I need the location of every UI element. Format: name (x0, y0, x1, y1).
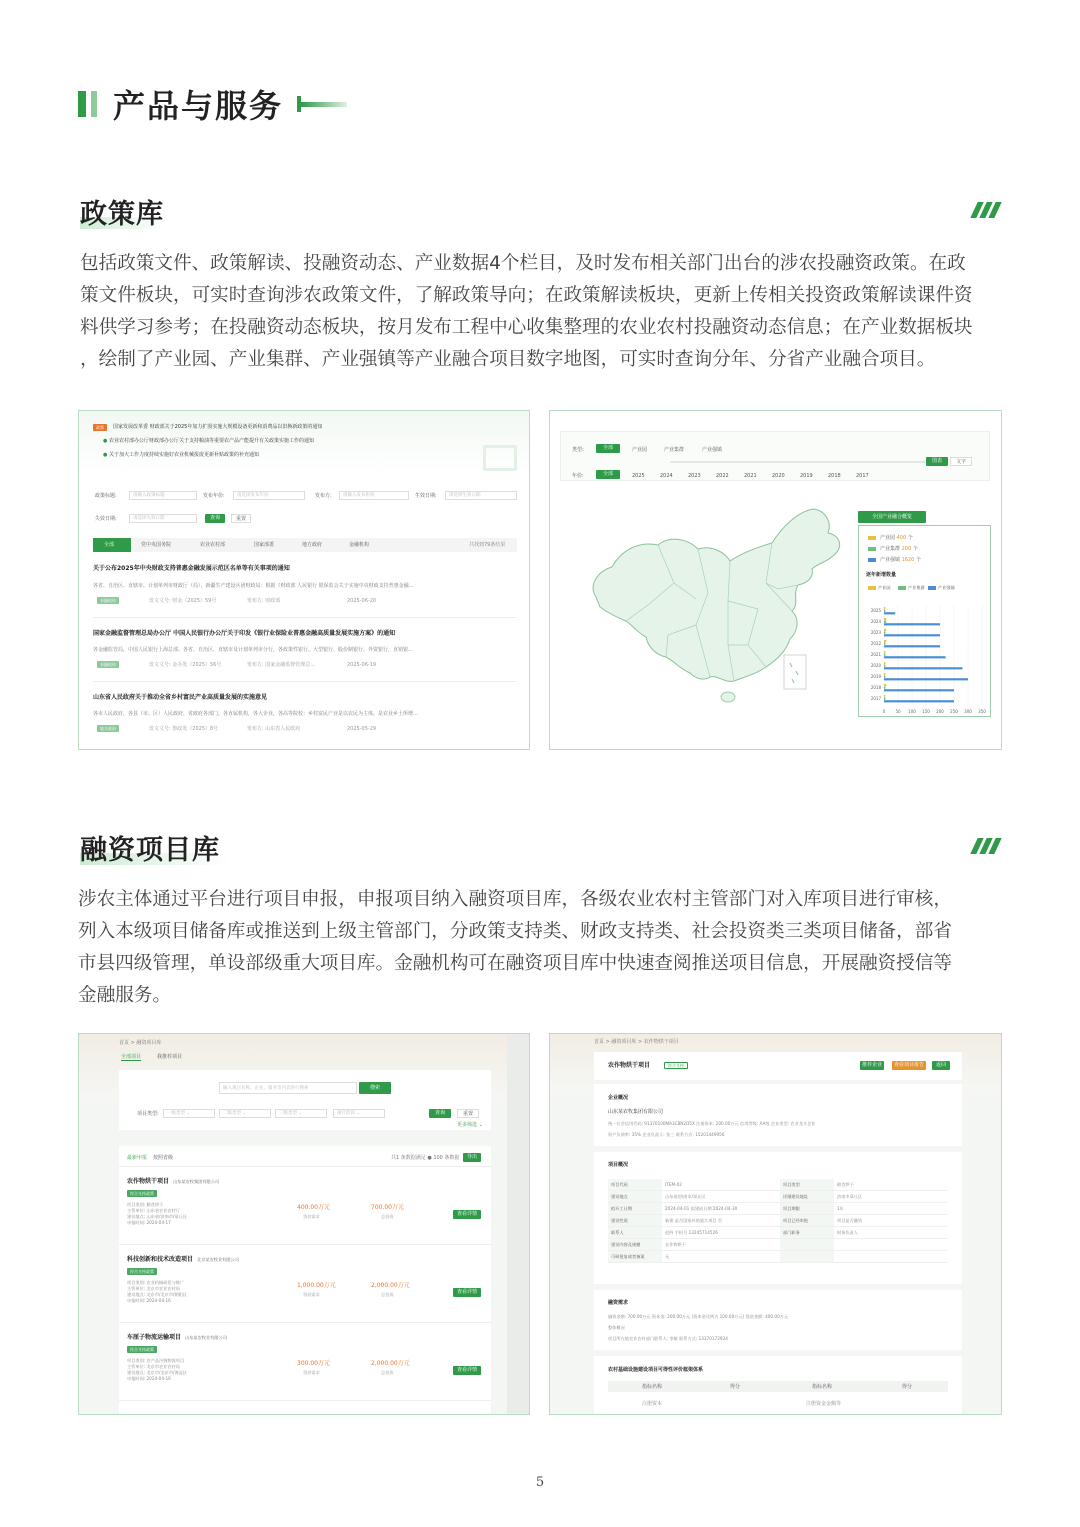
policy-item-tag: 地方政府 (97, 725, 119, 732)
overview-cell (780, 1239, 834, 1250)
bar-产业强镇 (884, 656, 946, 658)
year-option[interactable]: 2023 (688, 473, 701, 479)
select-level1[interactable]: 一级类型 ⌄ (163, 1109, 215, 1118)
type-option[interactable]: 产业园 (632, 447, 648, 453)
type-option[interactable]: 产业强镇 (702, 447, 723, 453)
bar-产业集群 (884, 654, 885, 656)
overview-head: 项目概况 (608, 1162, 629, 1168)
overview-cell: 2024-04-01 拟建成日期 2024-04-30 (662, 1203, 780, 1214)
finance-info: 整体概况 (608, 1325, 625, 1330)
overview-cell: 部门职务 (780, 1227, 834, 1238)
industry-map-screenshot (549, 410, 1002, 750)
x-tick-label: 100 (908, 709, 916, 714)
year-option[interactable]: 2024 (660, 473, 673, 479)
section-policy-title: 政策库 (80, 199, 164, 230)
chart-view-toggle[interactable]: 图表 (926, 457, 948, 466)
total-amount: 700.00万元 (371, 1204, 404, 1211)
filter-label: 发布方: (315, 493, 332, 499)
y-tick-label: 2022 (870, 641, 881, 646)
eval-head: 农村基础设施建设项目可得性评价框架体系 (608, 1367, 704, 1373)
reset-button[interactable]: 重置 (231, 514, 251, 523)
project-name[interactable]: 农作物烘干项目 (127, 1178, 170, 1185)
select-level3[interactable]: 三级类型 ⌄ (275, 1109, 327, 1118)
slash-decoration-icon (974, 202, 998, 218)
project-tag: 符合支持 (664, 1062, 688, 1069)
x-tick-label: 250 (950, 709, 958, 714)
company-info: 资产负债率: 35% 企业负责人: 张三 联系方式: 15201449956 (608, 1132, 725, 1137)
policy-item-date: 2025-05-29 (347, 726, 377, 732)
header-arrow-icon (297, 96, 347, 112)
policy-list-screenshot (78, 410, 530, 750)
project-title: 农作物烘干项目 (608, 1062, 651, 1069)
page-title: 产品与服务 (113, 87, 284, 125)
overview-row (608, 1227, 948, 1239)
project-attr: 申报时间: 2024-04-16 (127, 1298, 171, 1303)
finance-info: 项目所在地农业农村部门联系人: 李敏 联系方式: 13370172934 (608, 1336, 728, 1341)
project-name[interactable]: 车厘子物流运输项目 (127, 1334, 182, 1341)
view-detail-button[interactable]: 查看详情 (453, 1288, 481, 1297)
project-search-input[interactable]: 输入项目名称、企业、服务等内容进行搜索 (219, 1082, 357, 1094)
series-legend-label: 产业集群 (908, 585, 925, 590)
legend-count (880, 546, 918, 552)
section-policy-header (80, 192, 1000, 232)
top-news-item[interactable]: ● 农业农村部办公厅财政部办公厅关于支持粮油等重要农产品产能提升有关政策实施工作的通知 (103, 438, 314, 444)
legend-swatch-icon (868, 547, 876, 551)
bar-产业园 (884, 618, 886, 620)
query-button[interactable]: 查询 (429, 1109, 451, 1118)
y-tick-label: 2021 (870, 652, 881, 657)
y-tick-label: 2018 (870, 685, 881, 690)
overview-cell: 财务负责人 (834, 1227, 948, 1238)
bar-产业园 (884, 695, 885, 697)
project-company: 山东某农牧业有限公司 (185, 1335, 227, 1340)
policy-item-docno: 发文文号: 金办发（2025）56号 (149, 662, 222, 668)
eval-col: 指标名称 (812, 1384, 833, 1390)
year-option[interactable]: 2017 (856, 473, 869, 479)
loan-amount: 400.00万元 (297, 1204, 330, 1211)
filter-label: 发布年份: (203, 493, 225, 499)
project-company: 山东某农牧集团有限公司 (173, 1179, 220, 1184)
policy-item-date: 2025-06-20 (347, 598, 377, 604)
legend-unit: 个 (906, 535, 913, 541)
y-tick-label: 2019 (870, 674, 881, 679)
bar-产业集群 (884, 632, 885, 634)
export-button[interactable]: 导出 (463, 1153, 481, 1162)
tab-all[interactable]: 全部 (104, 542, 115, 548)
project-company: 北京某农牧业有限公司 (197, 1257, 239, 1262)
overview-cell: 联系人 (608, 1227, 662, 1238)
list-summary: 共1 条数据满足 ● 100 条数据 (391, 1155, 460, 1161)
legend-unit: 个 (911, 546, 918, 552)
overview-cell: 无 (662, 1251, 780, 1262)
query-button[interactable]: 查询 (205, 514, 225, 523)
eval-col: 得分 (730, 1384, 741, 1390)
legend-count (880, 535, 913, 541)
year-option[interactable]: 2020 (772, 473, 785, 479)
report-button[interactable]: 查看项目报告 (893, 1062, 924, 1068)
overview-cell: 项目期限 (780, 1203, 834, 1214)
tab-local[interactable]: 地方政府 (302, 542, 323, 548)
publisher-input[interactable]: 请输入发布机构 (339, 491, 409, 500)
bar-产业园 (884, 640, 886, 642)
finance-head: 融资需求 (608, 1300, 629, 1306)
bar-产业园 (884, 673, 885, 675)
type-label: 类型: (572, 447, 584, 453)
overview-cell: 项目代码 (608, 1179, 662, 1190)
legend-unit: 个 (914, 557, 921, 563)
project-attr: 项目类别: 农业机械研发与推广 (127, 1280, 185, 1285)
tab-ministries[interactable]: 国家部委 (254, 542, 275, 548)
series-swatch-icon (898, 586, 906, 590)
filter-label: 失效日期: (95, 516, 117, 522)
overview-cell: 建设地点 (608, 1191, 662, 1202)
overview-cell: 项目是否融资 (834, 1215, 948, 1226)
header-bar-light-icon (91, 91, 97, 117)
reset-button[interactable]: 重置 (457, 1109, 479, 1118)
select-stage[interactable]: 项目阶段 ⌄ (333, 1109, 385, 1118)
eval-col: 指标名称 (642, 1384, 663, 1390)
policy-title-input[interactable]: 请输入政策标题 (129, 491, 197, 500)
project-attr: 主管单位: 北京市农业农村局 (127, 1286, 180, 1291)
slash-decoration-icon (974, 838, 998, 854)
tab-all-projects[interactable]: 全部项目 (121, 1054, 142, 1060)
bar-产业园 (884, 607, 885, 609)
overview-cell: 山东省/济南市/章丘区 (662, 1191, 780, 1202)
overview-cell: 农作物烘干 (662, 1239, 780, 1250)
page-number: 5 (535, 1475, 545, 1490)
total-label: 总投资 (381, 1214, 394, 1219)
breadcrumb: 首页 > 融资项目库 > 农作物烘干项目 (594, 1039, 679, 1045)
section-project-header (80, 828, 1000, 868)
year-select[interactable]: 请选择发布年份 (233, 491, 305, 500)
finance-info: 融资金额: 700.00万元 资本金: 200.00万元 (资本金比例为 100.00万元) 贷款金额: 400.00万元 (608, 1314, 789, 1319)
bar-产业集群 (884, 676, 885, 678)
x-tick-label: 300 (964, 709, 972, 714)
bar-产业强镇 (884, 689, 954, 691)
overview-cell (780, 1251, 834, 1262)
tab-moa[interactable]: 农业农村部 (200, 542, 226, 548)
total-amount: 2,000.00万元 (371, 1360, 410, 1367)
x-tick-label: 200 (936, 709, 944, 714)
total-label: 总投资 (381, 1370, 394, 1375)
overview-cell: 赵四 手机号 13245714526 (662, 1227, 780, 1238)
text-view-toggle[interactable]: 文字 (950, 457, 972, 466)
y-tick-label: 2023 (870, 630, 881, 635)
section-project-body (78, 884, 1006, 1012)
policy-badge: 政策 (93, 424, 107, 431)
para-line: ，绘制了产业园、产业集群、产业强镇等产业融合项目数字地图，可实时查询分年、分省产业融合项目。 (80, 349, 936, 370)
policy-item-docno: 发文文号: 鲁政发（2025）8号 (149, 726, 219, 732)
view-detail-button[interactable]: 查看详情 (453, 1366, 481, 1375)
y-tick-label: 2020 (870, 663, 881, 668)
policy-item-org: 发布方: 财政部 (247, 598, 281, 604)
loan-amount: 1,000.00万元 (297, 1282, 336, 1289)
project-detail-screenshot (549, 1033, 1002, 1415)
project-attr: 项目类别: 粮食烘干 (127, 1202, 164, 1207)
overview-cell: 建设内容及规模 (608, 1239, 662, 1250)
header-bar-icon (78, 91, 86, 117)
overview-row (608, 1239, 948, 1251)
legend-swatch-icon (868, 536, 876, 540)
total-amount: 2,000.00万元 (371, 1282, 410, 1289)
row-divider (119, 1244, 491, 1245)
bar-产业园 (884, 651, 885, 653)
company-head: 企业概况 (608, 1095, 629, 1101)
bar-产业园 (884, 684, 886, 686)
project-attr: 建设地点: 北京市/北京市/海淀区 (127, 1370, 188, 1375)
project-tag: 符合支持政策 (127, 1268, 157, 1275)
overview-cell: 粮食烘干 (834, 1179, 948, 1190)
project-attr: 建设地点: 山东省/济南市/章丘区 (127, 1214, 188, 1219)
tab-recommended[interactable]: 我推荐项目 (157, 1054, 183, 1060)
bar-产业强镇 (884, 700, 954, 702)
bar-产业集群 (884, 621, 886, 623)
project-attr: 申报时间: 2024-04-16 (127, 1376, 171, 1381)
legend-value: 400 (896, 535, 907, 541)
policy-item-org: 发布方: 山东省人民政府 (247, 726, 301, 732)
para-line: 列入本级项目储备库或推送到上级主管部门，分政策支持类、财政支持类、社会投资类三类项目储备，部省 (78, 921, 952, 942)
overview-cell: 可研批复或者备案 (608, 1251, 662, 1262)
tab-latest[interactable]: 最新申报 (127, 1155, 148, 1161)
tab-finance[interactable]: 金融机构 (349, 542, 370, 548)
x-tick-label: 50 (895, 709, 901, 714)
policy-item-title[interactable]: 国家金融监督管理总局办公厅 中国人民银行办公厅关于印发《银行业保险业普惠金融高质量发展实施方案》的通知 (93, 630, 396, 637)
section-project-title: 融资项目库 (80, 835, 220, 866)
legend-name: 产业强镇 (880, 557, 902, 563)
china-map[interactable] (578, 505, 848, 711)
type-label: 项目类型: (137, 1111, 159, 1117)
legend-name: 产业集群 (880, 546, 902, 552)
bar-产业集群 (884, 665, 885, 667)
overview-row (608, 1251, 948, 1263)
policy-item-docno: 发文文号: 财金（2025）59号 (149, 598, 217, 604)
bar-产业强镇 (884, 612, 895, 614)
policy-item-desc: 各金融监管局，中国人民银行上海总部、各省、自治区、直辖市及计划单列市分行，各政策性银行、大型银行、股份制银行、外资银行，直销银... (93, 647, 413, 653)
filter-label: 政策标题: (95, 493, 117, 499)
project-attr: 建设地点: 北京市/北京市/朝阳区 (127, 1292, 188, 1297)
bar-产业园 (884, 629, 886, 631)
document-illustration-icon (483, 445, 517, 471)
breadcrumb: 首页 > 融资项目库 (119, 1040, 162, 1046)
legend-value: 200 (901, 546, 912, 552)
overview-cell (834, 1251, 948, 1262)
effective-date-input[interactable]: 请选择生效日期 (445, 491, 517, 500)
select-level2[interactable]: 二级类型 ⌄ (219, 1109, 271, 1118)
para-line: 金融服务。 (78, 985, 171, 1006)
overview-row (608, 1203, 948, 1215)
tab-central[interactable]: 党中央国务院 (141, 542, 172, 548)
overview-cell (834, 1239, 948, 1250)
legend-swatch-icon (868, 558, 876, 562)
y-tick-label: 2017 (870, 696, 881, 701)
section-policy-body (80, 248, 1008, 376)
total-label: 总投资 (381, 1292, 394, 1297)
eval-col: 得分 (902, 1384, 913, 1390)
top-news-item[interactable]: ● 关于加大工作力度持续实施好农业机械报废更新补贴政策的补充通知 (103, 452, 259, 458)
overview-row (608, 1179, 948, 1191)
para-line: 涉农主体通过平台进行项目申报，申报项目纳入融资项目库，各级农业农村主管部门对入库项目进行审核， (78, 889, 952, 910)
back-button[interactable]: 返回 (932, 1061, 950, 1070)
policy-item-desc: 各省、自治区、直辖市、计划单列市财政厅（局），新疆生产建设兵团财政局：根据《财政部 人民银行 银保监会关于实施中央财政支持普惠金融... (93, 583, 414, 589)
bar-产业强镇 (884, 645, 940, 647)
loan-label: 贷款需求 (303, 1292, 320, 1297)
eval-cell: 注册资本 (642, 1401, 663, 1407)
overview-cell: 项目类型 (780, 1179, 834, 1190)
year-option-all[interactable]: 全部 (596, 470, 620, 479)
bar-产业集群 (884, 687, 885, 689)
y-tick-label: 2024 (870, 619, 881, 624)
bar-产业集群 (884, 610, 885, 612)
recommend-button[interactable]: 推荐企业 (861, 1062, 882, 1068)
para-line: 包括政策文件、政策解读、投融资动态、产业数据4个栏目，及时发布相关部门出台的涉农投融资政策。在政 (80, 253, 966, 274)
row-divider (119, 1400, 491, 1401)
legend-name: 产业园 (880, 535, 897, 541)
project-tag: 符合支持政策 (127, 1190, 157, 1197)
loan-label: 贷款需求 (303, 1214, 320, 1219)
overview-cell: 济南市章丘区 (834, 1191, 948, 1202)
overview-cell: 1年 (834, 1203, 948, 1214)
overview-row (608, 1191, 948, 1203)
yearly-bar-chart (858, 599, 991, 717)
bar-产业强镇 (884, 634, 940, 636)
bar-产业强镇 (884, 678, 968, 680)
para-line: 市县四级管理，单设部级重大项目库。金融机构可在融资项目库中快速查阅推送项目信息，开展融资授信等 (78, 953, 952, 974)
para-line: 策文件板块，可实时查询涉农政策文件，了解政策导向；在政策解读板块，更新上传相关投资政策解读课件资 (80, 285, 973, 306)
project-attr: 主管单位: 北京市农业农村局 (127, 1364, 180, 1369)
expire-date-input[interactable]: 请选择失效日期 (129, 514, 197, 523)
overview-cell: 新建 是否国家补助重大项目 否 (662, 1215, 780, 1226)
policy-item-desc: 各市人民政府，各县（市、区）人民政府，省政府各部门，各直属机构，各大企业，各高等院校：乡村富民产业是以农民为主体，是农业乡土所增... (93, 711, 418, 717)
loan-amount: 300.00万元 (297, 1360, 330, 1367)
tab-by-province[interactable]: 按照省级 (153, 1155, 174, 1161)
company-info: 统一社会信用代码: 91370100MA3C8N2D5X 注册资本: 200.00万元 信用等级: AA级 企业类型: 农业龙头企业 (608, 1121, 816, 1126)
series-swatch-icon (868, 586, 876, 590)
policy-item-date: 2025-06-19 (347, 662, 377, 668)
year-option[interactable]: 2021 (744, 473, 757, 479)
x-tick-label: 150 (922, 709, 930, 714)
overview-row (608, 1215, 948, 1227)
legend-value: 1620 (901, 557, 915, 563)
project-attr: 申报时间: 2024-04-17 (127, 1220, 171, 1225)
bar-产业强镇 (884, 623, 940, 625)
year-option[interactable]: 2019 (800, 473, 813, 479)
y-tick-label: 2025 (870, 608, 881, 613)
bar-产业集群 (884, 643, 885, 645)
view-detail-button[interactable]: 查看详情 (453, 1210, 481, 1219)
search-button[interactable]: 搜索 (359, 1082, 391, 1094)
bar-产业集群 (884, 698, 885, 700)
yearly-title: 逐年新增数量 (866, 572, 897, 578)
x-tick-label: 350 (978, 709, 986, 714)
type-option[interactable]: 产业集群 (664, 447, 685, 453)
overview-cell: 项目已经审批 (780, 1215, 834, 1226)
type-option-all[interactable]: 全部 (596, 444, 620, 453)
top-news-item[interactable]: 国家发展改革委 财政部关于2025年加力扩围实施大规模设备更新和消费品以旧换新政策的通知 (113, 424, 323, 430)
overview-title: 全国产业融合概览 (858, 511, 926, 523)
overview-cell: 详细建设地址 (780, 1191, 834, 1202)
project-list-screenshot (78, 1033, 530, 1415)
project-attr: 项目类别: 农产品冷链物流项目 (127, 1358, 185, 1363)
overview-cell: 建设性质 (608, 1215, 662, 1226)
policy-item-org: 发布方: 国家金融监督管理总... (247, 662, 316, 668)
legend-count (880, 557, 921, 563)
series-legend-label: 产业强镇 (938, 585, 955, 590)
company-name: 山东某农牧集团有限公司 (608, 1109, 664, 1115)
result-count: 共找到79条结果 (469, 542, 506, 548)
policy-item-tag: 金融机构 (97, 597, 119, 604)
eval-cell: 注册资金金额等 (806, 1401, 842, 1407)
bar-产业园 (884, 662, 885, 664)
year-option[interactable]: 2025 (632, 473, 645, 479)
series-legend-label: 产业园 (878, 585, 891, 590)
year-label: 年份: (572, 473, 584, 479)
page-header (78, 84, 347, 124)
filter-label: 生效日期: (415, 493, 437, 499)
policy-item-tag: 金融机构 (97, 661, 119, 668)
policy-item-title[interactable]: 山东省人民政府关于推动全省乡村富民产业高质量发展的实施意见 (93, 694, 268, 701)
project-attr: 主管单位: 山东省农业农村厅 (127, 1208, 180, 1213)
project-tag: 符合支持政策 (127, 1346, 157, 1353)
row-divider (119, 1322, 491, 1323)
policy-item-title[interactable]: 关于公布2025年中央财政支持普惠金融发展示范区名单等有关事项的通知 (93, 565, 290, 572)
series-swatch-icon (928, 586, 936, 590)
year-option[interactable]: 2018 (828, 473, 841, 479)
overview-cell: 拟开工日期 (608, 1203, 662, 1214)
project-name[interactable]: 科技创新和技术改造项目 (127, 1256, 194, 1263)
more-filter-link[interactable]: 更多筛选 ⌄ (457, 1122, 483, 1128)
para-line: 料供学习参考；在投融资动态板块，按月发布工程中心收集整理的农业农村投融资动态信息；在产业数据板块 (80, 317, 973, 338)
loan-label: 贷款需求 (303, 1370, 320, 1375)
overview-cell: ITEM-02 (662, 1179, 780, 1190)
x-tick-label: 0 (882, 709, 886, 714)
bar-产业强镇 (884, 667, 962, 669)
year-option[interactable]: 2022 (716, 473, 729, 479)
